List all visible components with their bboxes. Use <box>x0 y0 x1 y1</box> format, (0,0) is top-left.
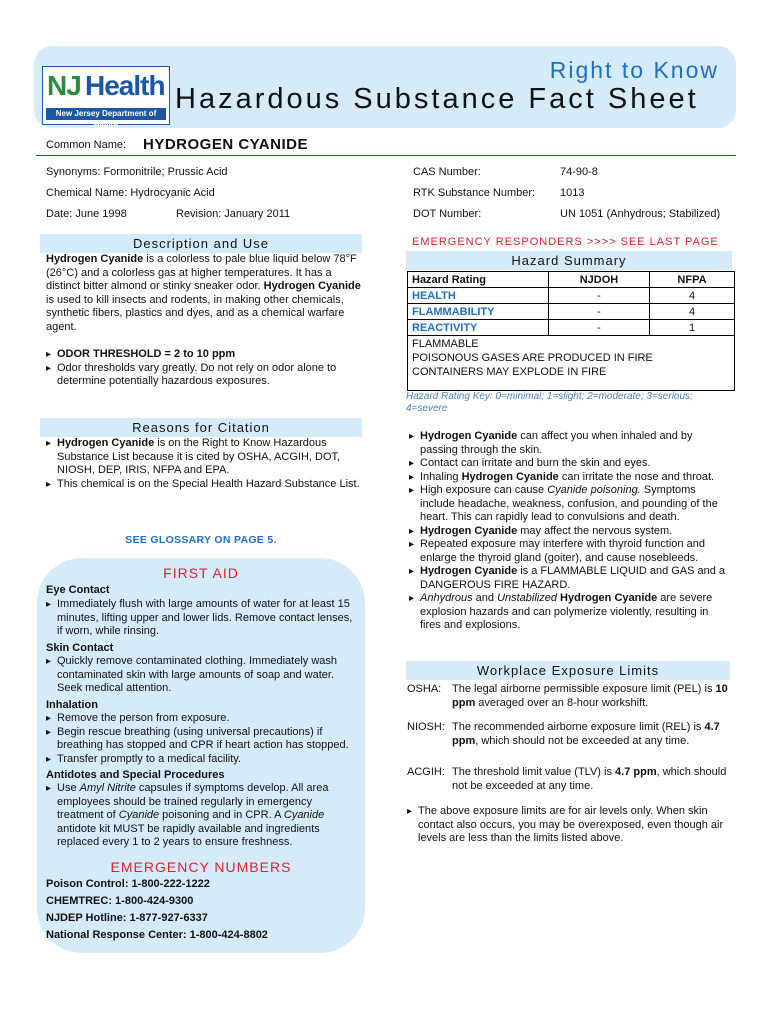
chemtrec: CHEMTREC: 1-800-424-9300 <box>46 895 194 907</box>
list-item: ▸ Contact can irritate and burn the skin and eyes. <box>409 457 729 471</box>
description-heading: Description and Use <box>40 234 362 253</box>
divider <box>36 155 736 156</box>
page-title: Hazardous Substance Fact Sheet <box>175 83 699 115</box>
row-name: HEALTH <box>408 288 549 304</box>
list-item: ▸ Use Amyl Nitrite capsules if symptoms develop. All area employees should be trained regularly in emergency treatment of Cyanide poisoning and in CPR. A Cyanide antidote kit MUST be rapidly available and ingredients replaced every 1 to 2 years to ensure freshness. <box>46 782 358 850</box>
list-item: ▸ Begin rescue breathing (using universal precautions) if breathing has stopped and CPR if heart action has stopped. <box>46 726 358 753</box>
list-item: ▸ Transfer promptly to a medical facility. <box>46 753 358 767</box>
logo-dept: New Jersey Department of Health <box>46 108 166 120</box>
dot-value: UN 1051 (Anhydrous; Stabilized) <box>560 208 721 220</box>
njdep-hotline: NJDEP Hotline: 1-877-927-6337 <box>46 912 208 924</box>
row-nfpa: 4 <box>650 288 735 304</box>
logo-health: Health <box>85 70 165 101</box>
glossary-link[interactable]: SEE GLOSSARY ON PAGE 5. <box>125 534 277 546</box>
niosh-label: NIOSH: <box>407 721 445 733</box>
inhalation-heading: Inhalation <box>46 699 98 711</box>
list-item: ▸ Remove the person from exposure. <box>46 712 358 726</box>
list-item: ▸ The above exposure limits are for air levels only. When skin contact also occurs, you may be overexposed, even though air levels are less than the limits listed above. <box>407 805 730 846</box>
nj-health-logo <box>42 66 170 130</box>
common-name-value: HYDROGEN CYANIDE <box>143 136 308 153</box>
odor-list <box>46 348 362 389</box>
chemical-name: Chemical Name: Hydrocyanic Acid <box>46 187 215 199</box>
row-name: FLAMMABILITY <box>408 304 549 320</box>
osha-label: OSHA: <box>407 683 442 695</box>
hazard-notes-row <box>408 336 735 391</box>
exposure-limits-heading: Workplace Exposure Limits <box>406 661 730 680</box>
list-item: ▸ Inhaling Hydrogen Cyanide can irritate the nose and throat. <box>409 471 729 485</box>
revision: Revision: January 2011 <box>176 208 291 220</box>
table-row <box>408 320 735 336</box>
list-item: ▸ Hydrogen Cyanide can affect you when inhaled and by passing through the skin. <box>409 430 729 457</box>
first-aid-heading: FIRST AID <box>163 565 239 581</box>
table-row <box>408 288 735 304</box>
list-item: ▸ High exposure can cause Cyanide poisoning. Symptoms include headache, weakness, confusion, and pounding of the heart. This can rapidly lead to convulsions and death. <box>409 484 729 525</box>
poison-control: Poison Control: 1-800-222-1222 <box>46 878 210 890</box>
antidotes-heading: Antidotes and Special Procedures <box>46 769 225 781</box>
table-header-row <box>408 272 735 288</box>
cas-value: 74-90-8 <box>560 166 598 178</box>
col-njdoh: NJDOH <box>549 272 650 288</box>
row-njdoh: - <box>549 304 650 320</box>
description-text: Hydrogen Cyanide is a colorless to pale blue liquid below 78°F (26°C) and a colorless gas at higher temperatures. It has a distinct bitter almond or stinky sneaker odor. Hydrogen Cyanide is used to kill insects and rodents, in making other chemicals, synthetic fibers, plastics and dyes, and as a chemical warfare agent. <box>46 253 361 333</box>
row-name: REACTIVITY <box>408 320 549 336</box>
list-item: ▸ Hydrogen Cyanide is on the Right to Know Hazardous Substance List because it is cited by OSHA, ACGIH, DOT, NIOSH, DEP, IRIS, NFPA and EPA. <box>46 437 362 478</box>
antidotes-list <box>46 782 358 850</box>
emergency-numbers-heading: EMERGENCY NUMBERS <box>110 859 292 875</box>
date: Date: June 1998 <box>46 208 127 220</box>
hazard-rating-key: Hazard Rating Key: 0=minimal; 1=slight; 2=moderate; 3=serious; 4=severe <box>406 391 693 414</box>
hazard-summary-heading: Hazard Summary <box>406 251 732 270</box>
acgih-label: ACGIH: <box>407 766 445 778</box>
osha-text: The legal airborne permissible exposure limit (PEL) is 10 ppm averaged over an 8-hour workshift. <box>452 683 728 709</box>
table-row <box>408 304 735 320</box>
row-nfpa: 4 <box>650 304 735 320</box>
hazard-notes: FLAMMABLE POISONOUS GASES ARE PRODUCED IN FIRE CONTAINERS MAY EXPLODE IN FIRE <box>408 336 735 391</box>
national-response-center: National Response Center: 1-800-424-8802 <box>46 929 268 941</box>
row-njdoh: - <box>549 288 650 304</box>
list-item: ▸ Quickly remove contaminated clothing. Immediately wash contaminated skin with large amounts of soap and water. Seek medical attention. <box>46 655 358 696</box>
list-item: ▸ This chemical is on the Special Health Hazard Substance List. <box>46 478 362 492</box>
dot-label: DOT Number: <box>413 208 482 220</box>
health-effects-list <box>409 430 729 633</box>
list-item: ▸ Immediately flush with large amounts of water for at least 15 minutes, lifting upper and lower lids. Remove contact lenses, if worn, while rinsing. <box>46 598 358 639</box>
citation-list <box>46 437 362 491</box>
list-item: ▸ Hydrogen Cyanide is a FLAMMABLE LIQUID and GAS and a DANGEROUS FIRE HAZARD. <box>409 565 729 592</box>
synonyms: Synonyms: Formonitrile; Prussic Acid <box>46 166 228 178</box>
col-nfpa: NFPA <box>650 272 735 288</box>
list-item: ▸ Odor thresholds vary greatly. Do not rely on odor alone to determine potentially hazardous exposures. <box>46 362 362 389</box>
list-item: ▸ Anhydrous and Unstabilized Hydrogen Cyanide are severe explosion hazards and can polymerize violently, resulting in fires and explosions. <box>409 592 729 633</box>
eye-contact-heading: Eye Contact <box>46 584 110 596</box>
list-item: ▸ ODOR THRESHOLD = 2 to 10 ppm <box>46 348 362 362</box>
skin-contact-heading: Skin Contact <box>46 642 114 654</box>
rtk-value: 1013 <box>560 187 585 199</box>
list-item: ▸ Hydrogen Cyanide may affect the nervous system. <box>409 525 729 539</box>
logo-nj: NJ <box>47 70 81 101</box>
limits-note-list <box>407 805 730 846</box>
common-name-label: Common Name: <box>46 139 127 151</box>
acgih-text: The threshold limit value (TLV) is 4.7 ppm, which should not be exceeded at any time. <box>452 766 727 792</box>
row-nfpa: 1 <box>650 320 735 336</box>
right-to-know: Right to Know <box>549 57 719 83</box>
list-item: ▸ Repeated exposure may interfere with thyroid function and enlarge the thyroid gland (goiter), and cause nosebleeds. <box>409 538 729 565</box>
rtk-label: RTK Substance Number: <box>413 187 536 199</box>
cas-label: CAS Number: <box>413 166 481 178</box>
citation-heading: Reasons for Citation <box>40 418 362 437</box>
skin-contact-list <box>46 655 358 696</box>
inhalation-list <box>46 712 358 766</box>
col-hazard-rating: Hazard Rating <box>408 272 549 288</box>
eye-contact-list <box>46 598 358 639</box>
responders-banner: EMERGENCY RESPONDERS >>>> SEE LAST PAGE <box>412 236 719 248</box>
row-njdoh: - <box>549 320 650 336</box>
niosh-text: The recommended airborne exposure limit (REL) is 4.7 ppm, which should not be exceeded at any time. <box>452 721 720 747</box>
hazard-table <box>407 271 735 391</box>
